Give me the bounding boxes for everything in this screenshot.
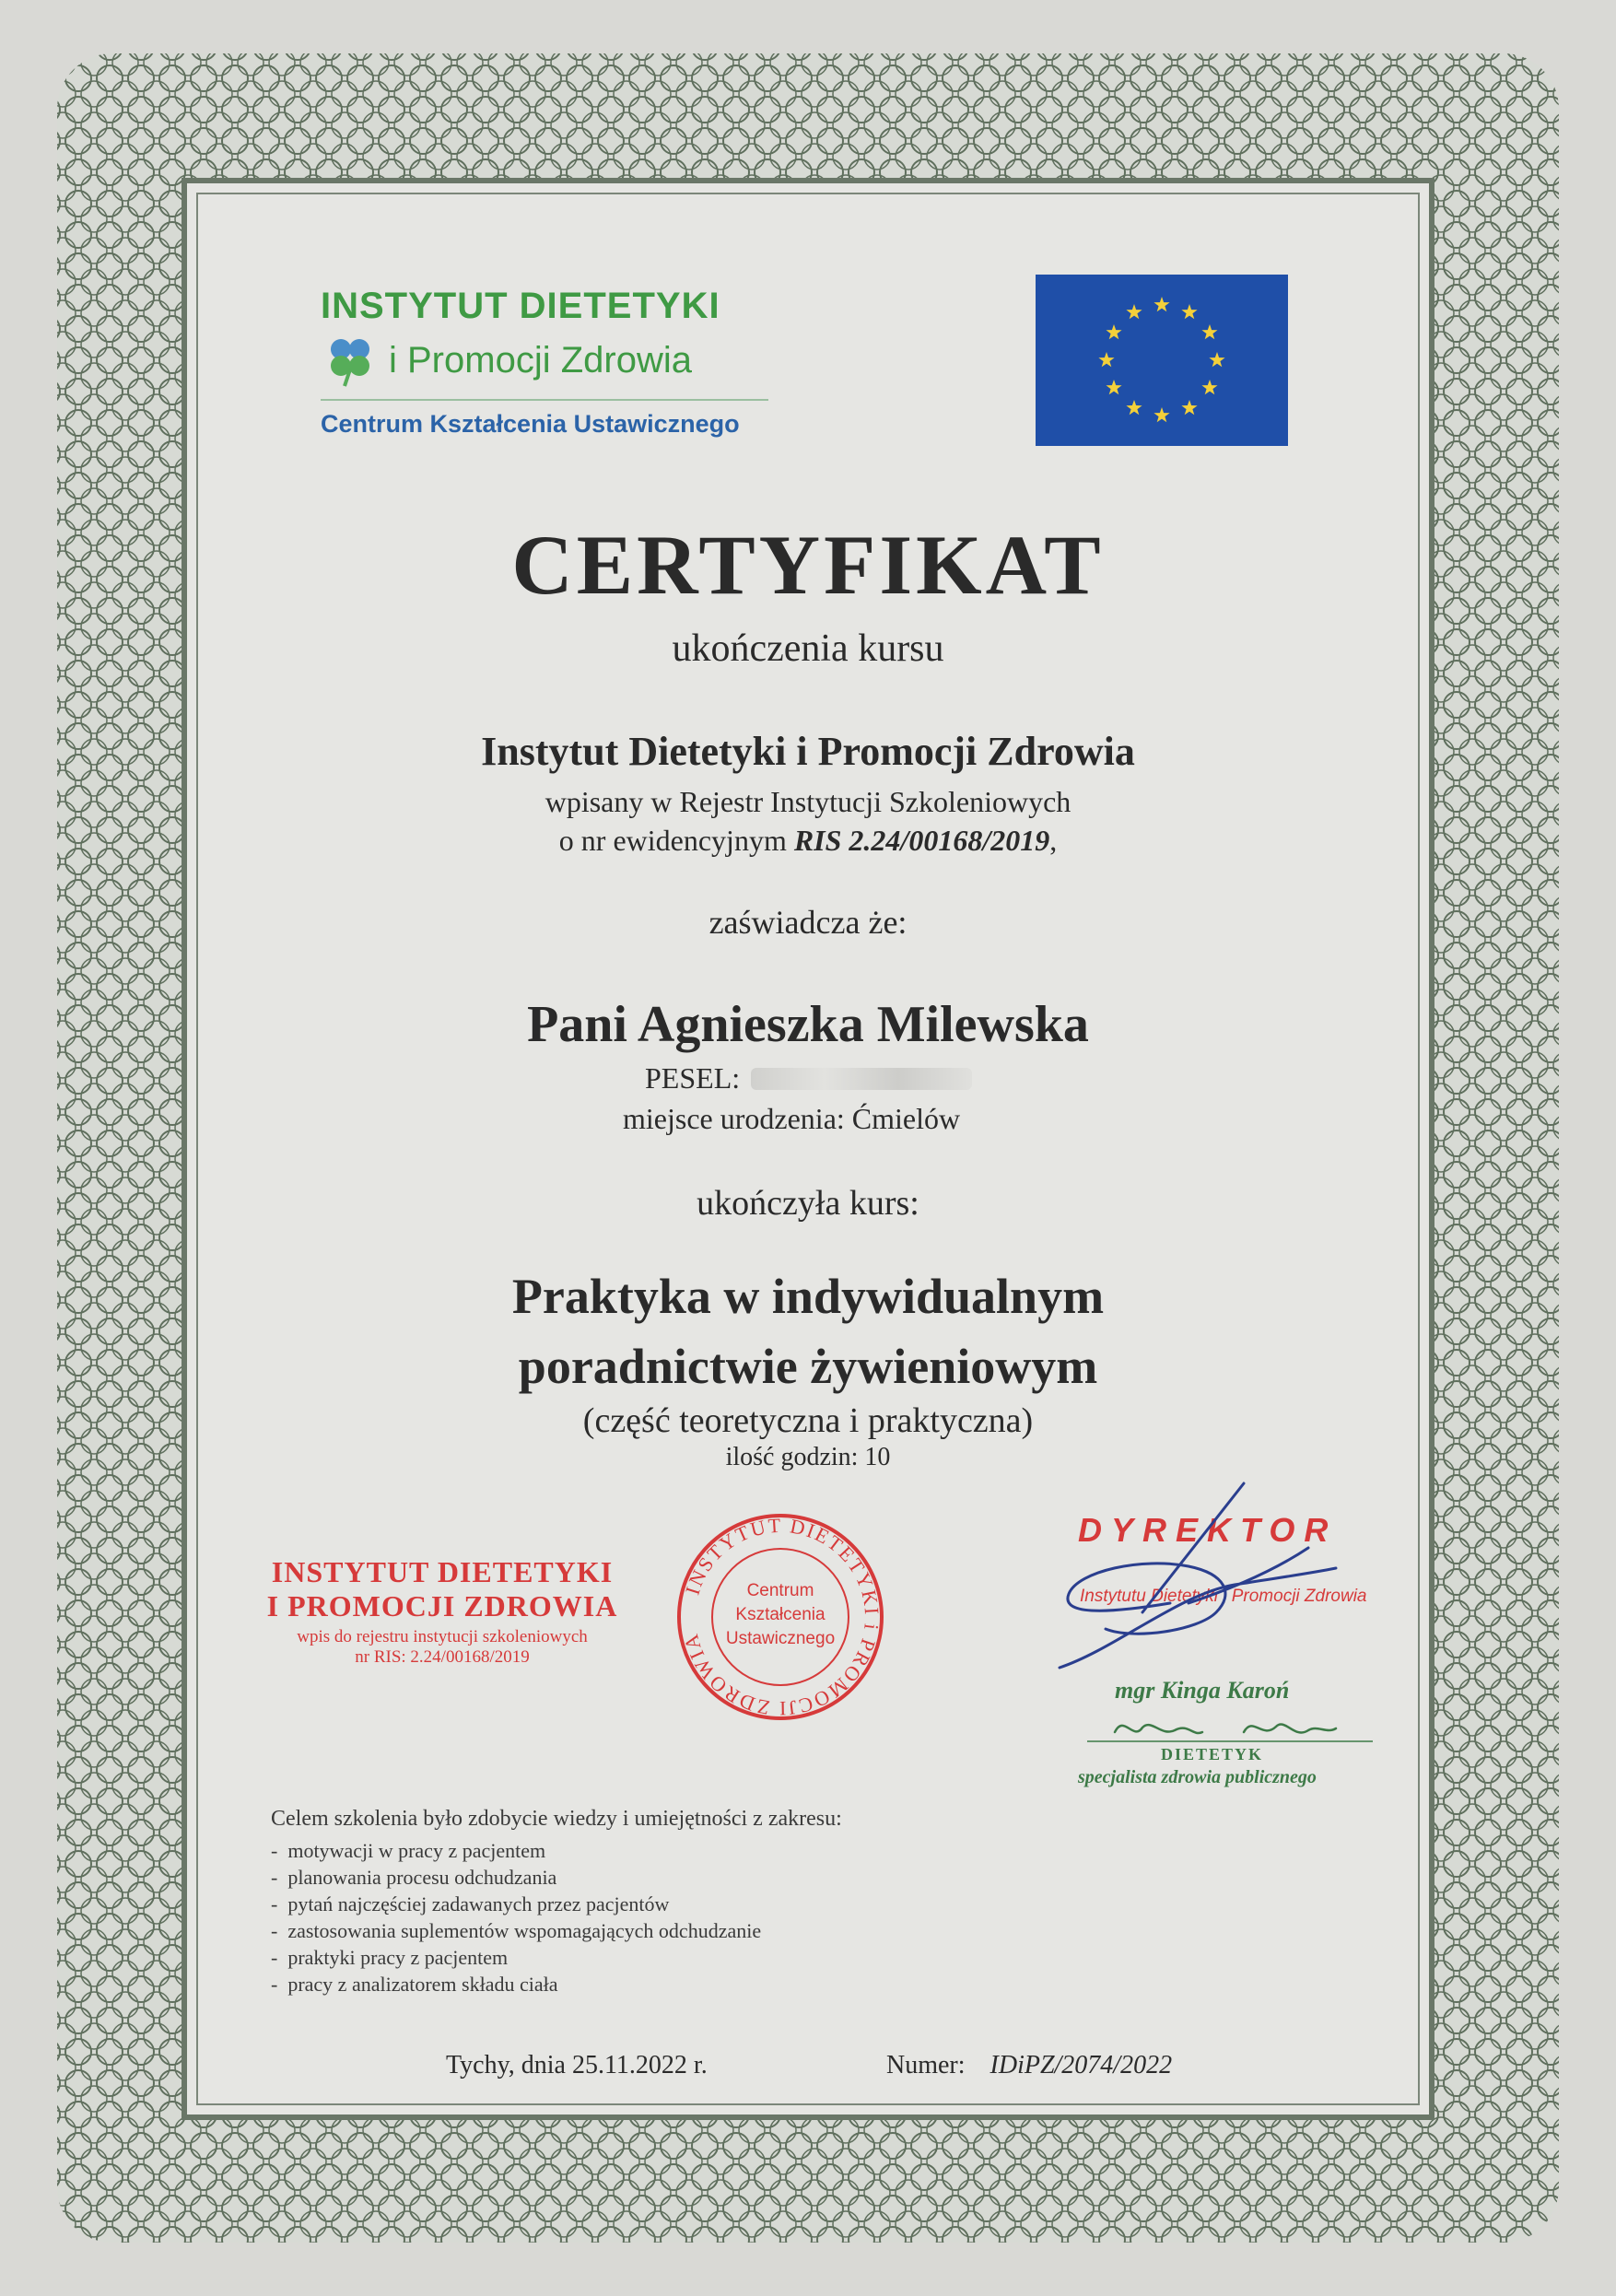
director-specialty: specjalista zdrowia publicznego bbox=[1078, 1767, 1317, 1787]
director-signature bbox=[1004, 1456, 1391, 1704]
director-institution: Instytutu Dietetyki i Promocji Zdrowia bbox=[1080, 1587, 1367, 1606]
director-title: DYREKTOR bbox=[1078, 1511, 1338, 1549]
logo-line-3: Centrum Kształcenia Ustawicznego bbox=[321, 410, 740, 438]
topic-text: pracy z analizatorem składu ciała bbox=[287, 1973, 558, 1996]
registry-number: RIS 2.24/00168/2019 bbox=[793, 824, 1050, 857]
stamp-line-2: I PROMOCJI ZDROWIA bbox=[266, 1589, 618, 1622]
place-date: Tychy, dnia 25.11.2022 r. bbox=[446, 2051, 708, 2079]
logo-line-2: i Promocji Zdrowia bbox=[389, 339, 692, 381]
number-value: IDiPZ/2074/2022 bbox=[990, 2051, 1173, 2079]
pesel-label: PESEL: bbox=[645, 1061, 741, 1095]
pesel-row bbox=[645, 1061, 972, 1095]
round-stamp bbox=[674, 1511, 886, 1723]
round-stamp-line-3: Ustawicznego bbox=[725, 1629, 836, 1648]
topic-item: - zastosowania suplementów wspomagających odchudzanie bbox=[271, 1919, 762, 1942]
director-role: DIETETYK bbox=[1161, 1745, 1264, 1763]
topic-item: - pytań najczęściej zadawanych przez pacjentów bbox=[271, 1892, 670, 1915]
course-hours: ilość godzin: 10 bbox=[725, 1443, 891, 1471]
course-title-line-2: poradnictwie żywieniowym bbox=[518, 1339, 1098, 1394]
round-stamp-ring-text: INSTYTUT DIETETYKI i PROMOCJI ZDROWIA bbox=[678, 1513, 884, 1721]
registry-line-2 bbox=[276, 824, 1340, 858]
pesel-redacted bbox=[751, 1068, 972, 1090]
topics-list bbox=[271, 1837, 761, 1997]
stamp-line-4: nr RIS: 2.24/00168/2019 bbox=[355, 1647, 530, 1667]
logo-line-1: INSTYTUT DIETETYKI bbox=[321, 286, 720, 326]
topic-text: zastosowania suplementów wspomagających odchudzanie bbox=[287, 1919, 762, 1942]
certificate-number bbox=[886, 2051, 1172, 2080]
director-name: mgr Kinga Karoń bbox=[1115, 1677, 1290, 1704]
round-stamp-center bbox=[711, 1579, 849, 1651]
topic-item: - pracy z analizatorem składu ciała bbox=[271, 1973, 558, 1996]
dietitian-signature bbox=[1087, 1704, 1382, 1751]
certificate-subtitle: ukończenia kursu bbox=[672, 627, 944, 670]
course-note: (część teoretyczna i praktyczna) bbox=[582, 1401, 1034, 1440]
registry-suffix: , bbox=[1049, 824, 1058, 857]
stamp-line-1: INSTYTUT DIETETYKI bbox=[271, 1555, 614, 1588]
topic-item: - planowania procesu odchudzania bbox=[271, 1866, 557, 1889]
topic-item: - motywacji w pracy z pacjentem bbox=[271, 1839, 546, 1862]
registry-line-1: wpisany w Rejestr Instytucji Szkoleniowych bbox=[545, 785, 1071, 818]
topic-text: motywacji w pracy z pacjentem bbox=[287, 1839, 546, 1862]
round-stamp-line-2: Kształcenia bbox=[735, 1605, 826, 1624]
institution-name: Instytut Dietetyki i Promocji Zdrowia bbox=[481, 729, 1135, 774]
registry-prefix: o nr ewidencyjnym bbox=[558, 824, 794, 857]
institute-stamp bbox=[249, 1555, 636, 1668]
clover-icon bbox=[321, 333, 381, 388]
recipient-name: Pani Agnieszka Milewska bbox=[527, 996, 1089, 1053]
logo-divider bbox=[321, 399, 768, 401]
course-title-line-1: Praktyka w indywidualnym bbox=[511, 1269, 1105, 1324]
stamp-line-3: wpis do rejestru instytucji szkoleniowych bbox=[297, 1627, 588, 1646]
round-stamp-line-1: Centrum bbox=[746, 1581, 814, 1600]
topic-text: planowania procesu odchudzania bbox=[287, 1866, 557, 1889]
certificate-title: CERTYFIKAT bbox=[511, 518, 1105, 612]
topic-item: - praktyki pracy z pacjentem bbox=[271, 1946, 509, 1969]
completed-label: ukończyła kurs: bbox=[697, 1184, 919, 1223]
topics-intro: Celem szkolenia było zdobycie wiedzy i umiejętności z zakresu: bbox=[271, 1807, 842, 1831]
topic-text: praktyki pracy z pacjentem bbox=[287, 1946, 509, 1969]
eu-flag bbox=[1036, 275, 1288, 446]
birthplace: miejsce urodzenia: Ćmielów bbox=[623, 1102, 961, 1135]
topic-text: pytań najczęściej zadawanych przez pacjentów bbox=[287, 1892, 670, 1915]
number-label: Numer: bbox=[886, 2051, 966, 2079]
institute-logo bbox=[321, 286, 781, 439]
certifies-label: zaświadcza że: bbox=[708, 904, 908, 941]
